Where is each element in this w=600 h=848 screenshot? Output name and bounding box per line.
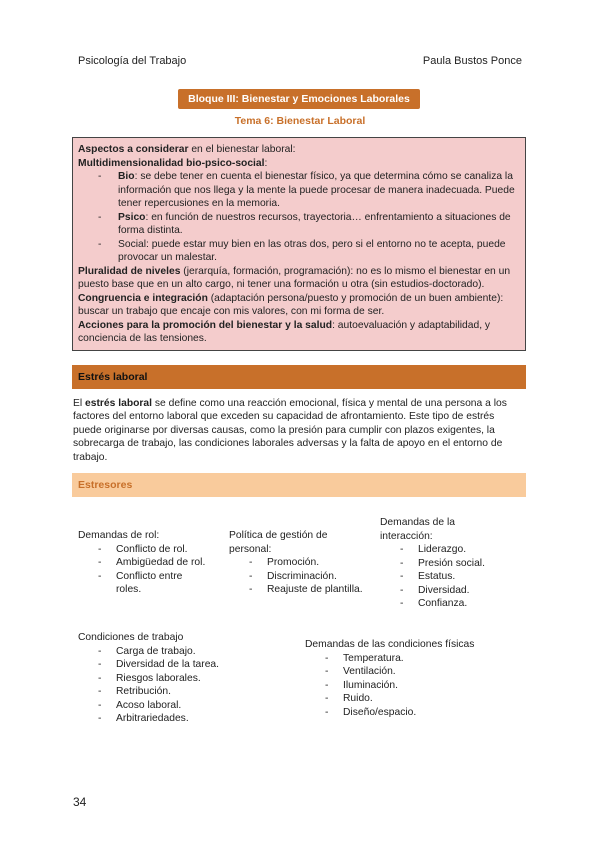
text: : autoevaluación y adaptabilidad, y conciencia de las tensiones.	[78, 319, 491, 344]
label: Multidimensionalidad bio-psico-social	[78, 157, 265, 169]
list-item: - Psico: en función de nuestros recursos, trayectoria… enfrentamiento a situaciones de forma distinta.	[78, 211, 520, 238]
stressors-area	[72, 497, 526, 737]
label: Pluralidad de niveles	[78, 265, 181, 277]
header-author: Paula Bustos Ponce	[422, 55, 522, 67]
topic-title: Tema 6: Bienestar Laboral	[234, 115, 366, 127]
list-item: - Bio: se debe tener en cuenta el bienestar físico, ya que determina cómo se canaliza la información que nos llega y la mente la puede procesar de manera inadecuada. Puede tener repercusiones en la memoria.	[78, 170, 520, 211]
text: (jerarquía, formación, programación): no es lo mismo el bienestar en un puesto base que en un alto cargo, ni tener una formación u otra (sin estudios-doctorado).	[78, 265, 511, 290]
list-item: - Social: puede estar muy bien en las otras dos, pero si el entorno no te acepta, puede provocar un malestar.	[78, 238, 520, 265]
stressor-group: Condiciones de trabajo - Carga de trabajo. - Diversidad de la tarea. - Riesgos laborales. - Retribución. - Acoso laboral. - Arbitrariedades.	[78, 631, 298, 726]
stressor-group: Demandas de las condiciones físicas - Temperatura. - Ventilación. - Iluminación. - Ruido. - Diseño/espacio.	[305, 638, 525, 719]
text: (adaptación persona/puesto y promoción de un buen ambiente): buscar un trabajo que encaje con mis valores, con mi forma de ser.	[78, 292, 504, 317]
label: Congruencia e integración	[78, 292, 208, 304]
label: Acciones para la promoción del bienestar y la salud	[78, 319, 333, 331]
main-content	[72, 137, 526, 737]
header-course: Psicología del Trabajo	[78, 55, 187, 67]
page-number: 34	[73, 795, 87, 809]
label: Aspectos a considerar	[78, 144, 189, 155]
considerations-box	[72, 137, 526, 351]
stressor-group: Demandas de la interacción: - Liderazgo. - Presión social. - Estatus. - Diversidad. - Confianza.	[380, 516, 526, 611]
text: :	[264, 157, 268, 169]
section-heading-stress: Estrés laboral	[72, 365, 526, 389]
stressor-group: Demandas de rol: - Conflicto de rol. - Ambigüedad de rol. - Conflicto entre roles.	[78, 529, 226, 597]
block-title: Bloque III: Bienestar y Emociones Laborales	[178, 89, 420, 109]
stressor-group: Política de gestión de personal: - Promoción. - Discriminación. - Reajuste de plantilla.	[229, 529, 377, 597]
text: en el bienestar laboral:	[188, 144, 296, 155]
section-heading-stressors: Estresores	[72, 473, 526, 497]
stress-paragraph: El estrés laboral se define como una reacción emocional, física y mental de una persona a los factores del entorno laboral que exceden su capacidad de afrontamiento. Este tipo de estrés puede originarse por diversas causas, como la presión para cumplir con plazos exigentes, la sobrecarga de trabajo, las condiciones laborales adversas y la falta de apoyo en el entorno de trabajo.	[73, 397, 507, 463]
